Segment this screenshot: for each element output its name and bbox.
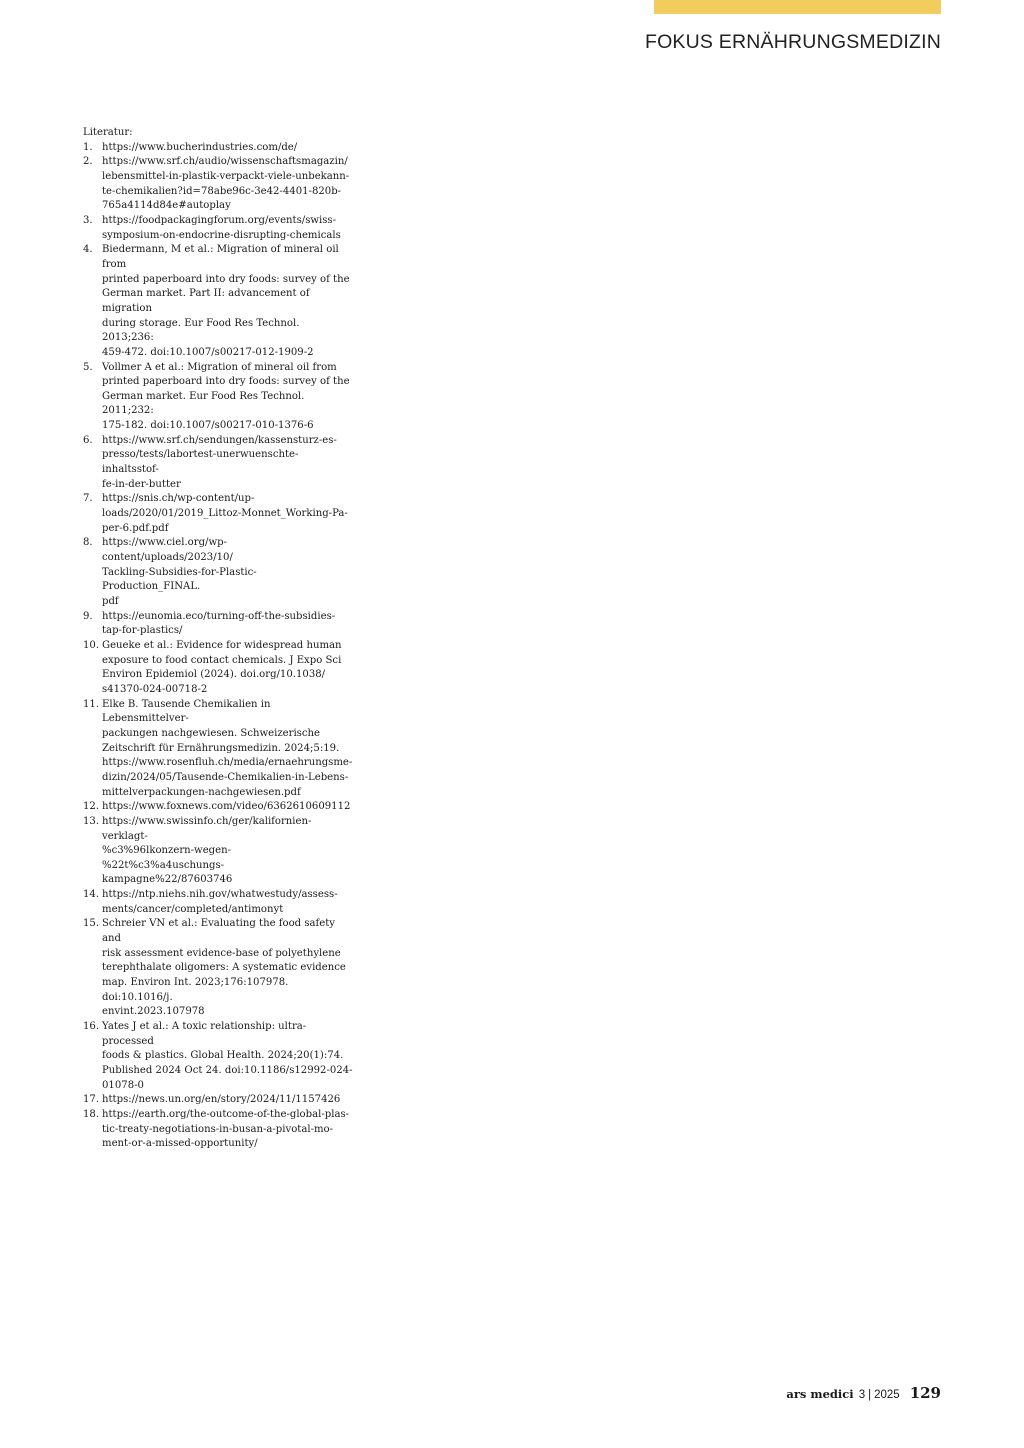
reference-number: 15. <box>83 918 100 930</box>
reference-item <box>83 1108 353 1152</box>
reference-number: 12. <box>83 801 100 813</box>
reference-text: https://foodpackagingforum.org/events/swiss- symposium-on-endocrine-disrupting-chemicals <box>102 214 341 241</box>
journal-name: ars medici <box>786 1387 854 1401</box>
reference-item <box>83 639 353 698</box>
reference-text: Biedermann, M et al.: Migration of mineral oil from printed paperboard into dry foods: survey of the German market. Part II: advancement of migration during storage. Eur Food Res Technol. 2013;236: 459-472. doi:10.1007/s00217-012-1909-2 <box>102 244 350 358</box>
section-title: FOKUS ERNÄHRUNGSMEDIZIN <box>644 31 941 53</box>
reference-number: 17. <box>83 1094 100 1106</box>
reference-text: https://snis.ch/wp-content/up- loads/2020/01/2019_Littoz-Monnet_Working-Pa- per-6.pdf.pdf <box>102 493 348 534</box>
reference-item <box>83 243 353 360</box>
reference-number: 9. <box>83 610 93 622</box>
reference-text: https://www.bucherindustries.com/de/ <box>102 141 298 153</box>
reference-number: 4. <box>83 244 93 256</box>
reference-text: Yates J et al.: A toxic relationship: ultra-processed foods & plastics. Global Health. 2024;20(1):74. Published 2024 Oct 24. doi:10.1186/s12992-024- 01078-0 <box>102 1021 353 1091</box>
references-heading: Literatur: <box>83 127 133 138</box>
reference-item <box>83 361 353 434</box>
page-number: 129 <box>909 1384 941 1402</box>
issue-year: 2025 <box>874 1389 900 1401</box>
reference-text: https://earth.org/the-outcome-of-the-global-plas- tic-treaty-negotiations-in-busan-a-pivotal-mo- ment-or-a-missed-opportunity/ <box>102 1108 350 1150</box>
reference-item <box>83 917 353 1020</box>
reference-item <box>83 434 353 493</box>
page-footer <box>786 1384 941 1402</box>
reference-text: https://www.srf.ch/audio/wissenschaftsmagazin/ lebensmittel-in-plastik-verpackt-viele-unbekann- te-chemikalien?id=78abe96c-3e42-4401-820b- 765a4114d84e#autoplay <box>102 156 350 212</box>
reference-item <box>83 1093 353 1108</box>
issue-separator: | <box>868 1389 872 1401</box>
reference-item <box>83 492 353 536</box>
reference-item <box>83 888 353 917</box>
reference-number: 1. <box>83 141 93 153</box>
reference-number: 10. <box>83 639 100 651</box>
reference-text: https://news.un.org/en/story/2024/11/1157426 <box>102 1094 341 1106</box>
header-accent-bar <box>654 0 941 14</box>
reference-number: 3. <box>83 214 93 226</box>
reference-number: 5. <box>83 361 93 373</box>
references-list <box>83 141 353 1152</box>
reference-text: https://eunomia.eco/turning-off-the-subsidies- tap-for-plastics/ <box>102 610 336 637</box>
reference-item <box>83 610 353 639</box>
reference-number: 14. <box>83 889 100 901</box>
reference-number: 2. <box>83 156 93 168</box>
reference-text: https://ntp.niehs.nih.gov/whatwestudy/assess- ments/cancer/completed/antimonyt <box>102 889 338 915</box>
reference-text: https://www.foxnews.com/video/6362610609112 <box>102 801 351 813</box>
reference-number: 13. <box>83 815 100 827</box>
reference-text: Elke B. Tausende Chemikalien in Lebensmittelver- packungen nachgewiesen. Schweizerische Zeitschrift für Ernährungsmedizin. 2024;5:19. https://www.rosenfluh.ch/media/ernaehrungsme- dizin/2024/05/Tausende-Chemikalien-in-Lebens- mittelverpackungen-nachgewiesen.pdf <box>102 698 353 798</box>
reference-item <box>83 800 353 815</box>
reference-text: Vollmer A et al.: Migration of mineral oil from printed paperboard into dry foods: survey of the German market. Eur Food Res Technol. 2011;232: 175-182. doi:10.1007/s00217-010-1376-6 <box>102 361 350 432</box>
reference-item <box>83 536 353 609</box>
reference-text: Schreier VN et al.: Evaluating the food safety and risk assessment evidence-base of polyethylene terephthalate oligomers: A systematic evidence map. Environ Int. 2023;176:107978. doi:10.1016/j. envint.2023.107978 <box>102 918 346 1018</box>
reference-item <box>83 214 353 243</box>
reference-text: https://www.srf.ch/sendungen/kassensturz-es- presso/tests/labortest-unerwuenschte-inhaltsstof- fe-in-der-butter <box>102 434 337 490</box>
reference-item <box>83 141 353 156</box>
issue-number: 3 <box>858 1389 866 1401</box>
reference-item <box>83 1020 353 1093</box>
reference-number: 8. <box>83 537 93 549</box>
references-section <box>83 126 353 1152</box>
reference-text: https://www.ciel.org/wp-content/uploads/2023/10/ Tackling-Subsidies-for-Plastic-Production_FINAL. pdf <box>102 537 257 607</box>
reference-number: 18. <box>83 1108 100 1120</box>
reference-number: 16. <box>83 1021 100 1033</box>
reference-number: 6. <box>83 434 93 446</box>
reference-text: https://www.swissinfo.ch/ger/kalifornien-verklagt- %c3%96lkonzern-wegen-%22t%c3%a4uschungs- kampagne%22/87603746 <box>102 815 312 886</box>
reference-number: 7. <box>83 493 93 505</box>
reference-text: Geueke et al.: Evidence for widespread human exposure to food contact chemicals. J Expo Sci Environ Epidemiol (2024). doi.org/10.1038/ s41370-024-00718-2 <box>102 639 342 695</box>
reference-item <box>83 698 353 801</box>
reference-item <box>83 815 353 888</box>
reference-item <box>83 155 353 214</box>
reference-number: 11. <box>83 698 100 710</box>
